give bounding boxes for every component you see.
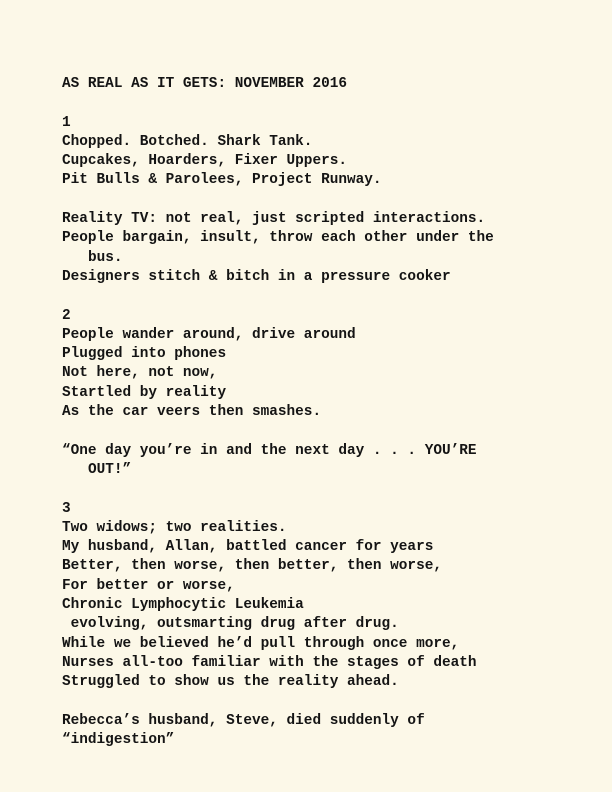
poem-line: Struggled to show us the reality ahead. bbox=[62, 674, 399, 691]
poem-line: “One day you’re in and the next day . . . YOU’RE bbox=[62, 442, 477, 459]
poem-line: Designers stitch & bitch in a pressure cooker bbox=[62, 268, 451, 285]
poem-line: evolving, outsmarting drug after drug. bbox=[62, 616, 399, 633]
poem-line: People wander around, drive around bbox=[62, 326, 356, 343]
poem-line: Pit Bulls & Parolees, Project Runway. bbox=[62, 172, 382, 189]
poem-line-continuation: OUT!” bbox=[88, 461, 132, 478]
stanza bbox=[62, 326, 592, 422]
stanza bbox=[62, 519, 592, 693]
poem-page bbox=[62, 75, 592, 750]
poem-line: Cupcakes, Hoarders, Fixer Uppers. bbox=[62, 153, 347, 170]
poem-line: Rebecca’s husband, Steve, died suddenly of bbox=[62, 712, 425, 729]
poem-line: People bargain, insult, throw each other under the bbox=[62, 230, 494, 247]
poem-title: AS REAL AS IT GETS: NOVEMBER 2016 bbox=[62, 76, 347, 92]
poem-line: Nurses all-too familiar with the stages of death bbox=[62, 654, 477, 671]
section-1 bbox=[62, 114, 592, 288]
stanza bbox=[62, 712, 592, 751]
poem-line: For better or worse, bbox=[62, 577, 235, 594]
section-3 bbox=[62, 500, 592, 751]
poem-line: Chopped. Botched. Shark Tank. bbox=[62, 133, 313, 150]
poem-line: While we believed he’d pull through once more, bbox=[62, 635, 460, 652]
section-2 bbox=[62, 307, 592, 481]
poem-line: My husband, Allan, battled cancer for years bbox=[62, 539, 434, 556]
section-number: 1 bbox=[62, 114, 71, 131]
stanza bbox=[62, 133, 592, 191]
poem-line: Better, then worse, then better, then worse, bbox=[62, 558, 442, 575]
stanza bbox=[62, 442, 592, 481]
poem-line: “indigestion” bbox=[62, 732, 175, 749]
poem-line: Reality TV: not real, just scripted interactions. bbox=[62, 211, 486, 228]
poem-line: Plugged into phones bbox=[62, 346, 227, 363]
poem-line: Chronic Lymphocytic Leukemia bbox=[62, 597, 304, 614]
poem-line-continuation: bus. bbox=[88, 249, 123, 266]
stanza bbox=[62, 210, 592, 287]
poem-line: Startled by reality bbox=[62, 384, 227, 401]
section-number: 3 bbox=[62, 500, 71, 517]
poem-line: Not here, not now, bbox=[62, 365, 218, 382]
poem-line: As the car veers then smashes. bbox=[62, 404, 322, 421]
poem-line: Two widows; two realities. bbox=[62, 519, 287, 536]
section-number: 2 bbox=[62, 307, 71, 324]
